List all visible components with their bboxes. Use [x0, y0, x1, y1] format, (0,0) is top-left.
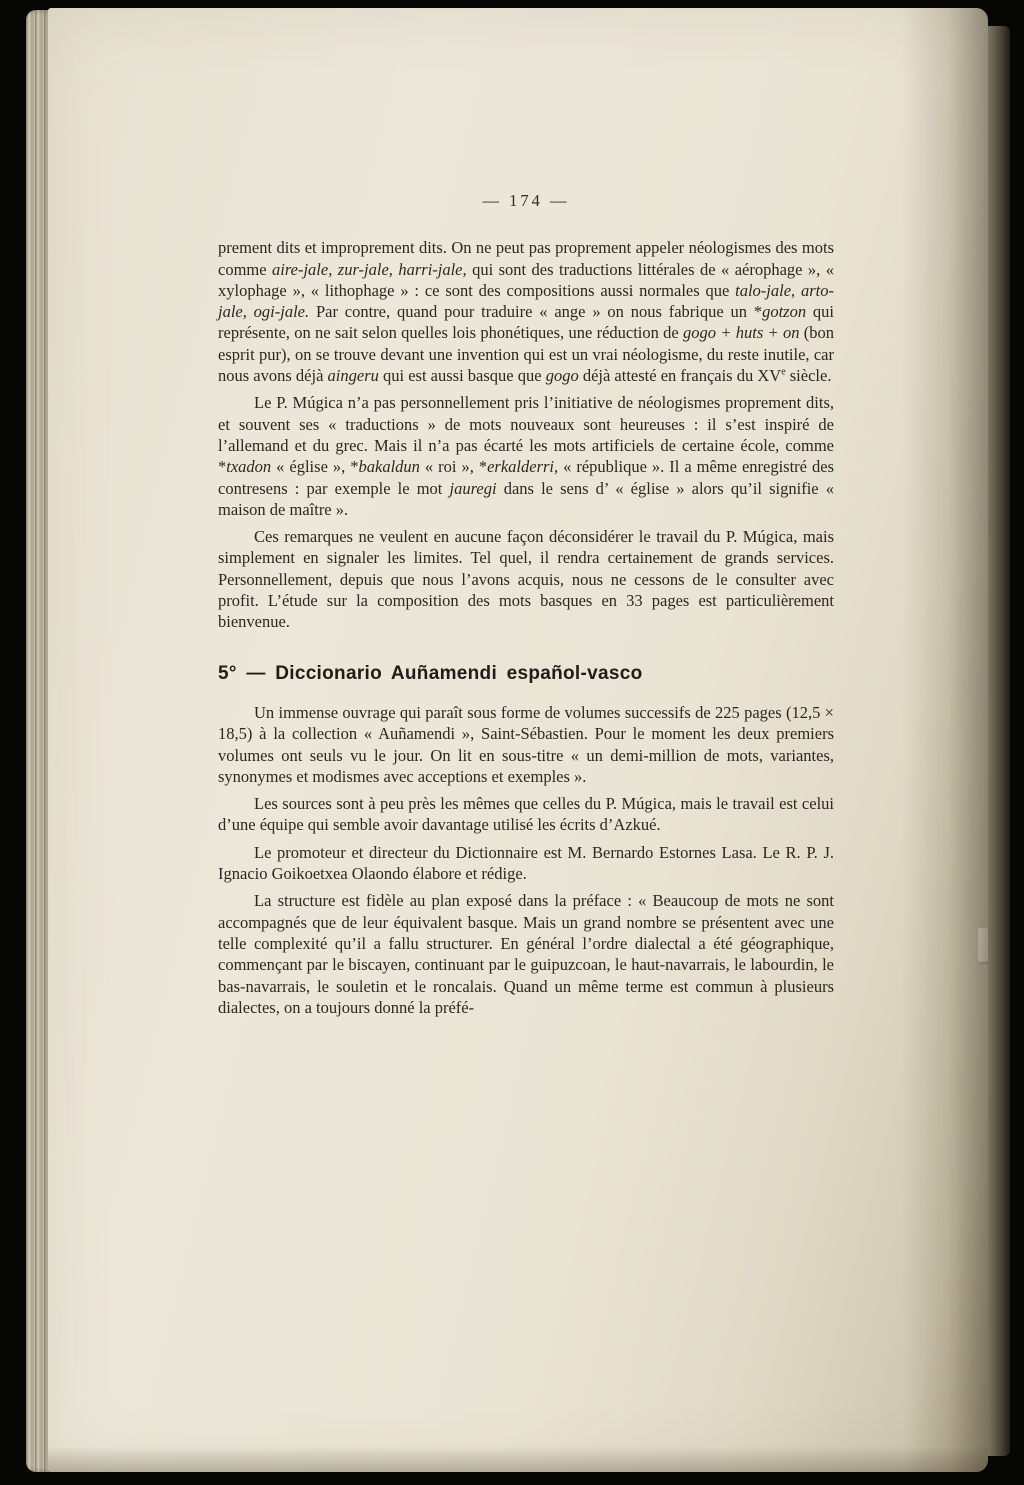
body-paragraph: prement dits et improprement dits. On ne peut pas proprement appeler néologismes des mots comme aire-jale, zur-jale, harri-jale, qui sont des traductions littérales de « aérophage », « xylophage », « lithophage » : ce sont des compositions aussi normales que talo-jale, arto-jale, ogi-jale. Par contre, quand pour traduire « ange » on nous fabrique un *gotzon qui représente, on ne sait selon quelles lois phonétiques, une réduction de gogo + huts + on (bon esprit pur), on se trouve devant une invention qui est un vrai néologisme, du reste inutile, car nous avons déjà aingeru qui est aussi basque que gogo déjà attesté en français du XVe siècle. [218, 238, 835, 386]
body-paragraph: Un immense ouvrage qui paraît sous forme de volumes successifs de 225 pages (12,5 × 18,5) à la collection « Auñamendi », Saint-Sébastien. Pour le moment les deux premiers volumes ont seuls vu le jour. On lit en sous-titre « un demi-million de mots, variantes, synonymes et modismes avec acceptions et exemples ». [218, 702, 834, 786]
body-paragraph: La structure est fidèle au plan exposé dans la préface : « Beaucoup de mots ne sont accompagnés que de leur équivalent basque. Mais un grand nombre se présentent avec une telle complexité qu’il a fallu structurer. En général l’ordre dialectal a été géographique, commençant par le biscayen, continuant par le guipuzcoan, le haut-navarrais, le labourdin, le bas-navarrais, le souletin et le roncalais. Quand un même terme est commun à plusieurs dialectes, on a toujours donné la préfé- [218, 891, 834, 1017]
body-paragraph: Ces remarques ne veulent en aucune façon déconsidérer le travail du P. Múgica, mais simplement en signaler les limites. Tel quel, il rendra certainement de grands services. Personnellement, depuis que nous l’avons acquis, nous ne cessons de le consulter avec profit. L’étude sur la composition des mots basques en 33 pages est particulièrement bienvenue. [218, 527, 834, 632]
bottom-page-shadow [48, 1446, 988, 1472]
page-stack-right-edge [988, 26, 1010, 1456]
page-body [218, 190, 834, 1024]
body-paragraph: Le P. Múgica n’a pas personnellement pris l’initiative de néologismes proprement dits, et souvent ses « traductions » de mots nouveaux sont heureuses : il s’est inspiré de l’allemand et du grec. Mais il n’a pas écarté les mots artificiels de certaine école, comme *txadon « église », *bakaldun « roi », *erkalderri, « république ». Il a même enregistré des contresens : par exemple le mot jauregi dans le sens d’ « église » alors qu’il signifie « maison de maître ». [218, 393, 834, 519]
section-heading: 5° — Diccionario Auñamendi español-vasco [218, 662, 643, 684]
page-number: — 174 — [482, 191, 570, 210]
book-page [48, 8, 988, 1472]
body-paragraph: Les sources sont à peu près les mêmes que celles du P. Múgica, mais le travail est celui d’une équipe qui semble avoir davantage utilisé les écrits d’Azkué. [218, 794, 834, 835]
gutter-shadow [902, 8, 988, 1472]
body-paragraph: Le promoteur et directeur du Dictionnaire est M. Bernardo Estornes Lasa. Le R. P. J. Ignacio Goikoetxea Olaondo élabore et rédige. [218, 842, 834, 884]
